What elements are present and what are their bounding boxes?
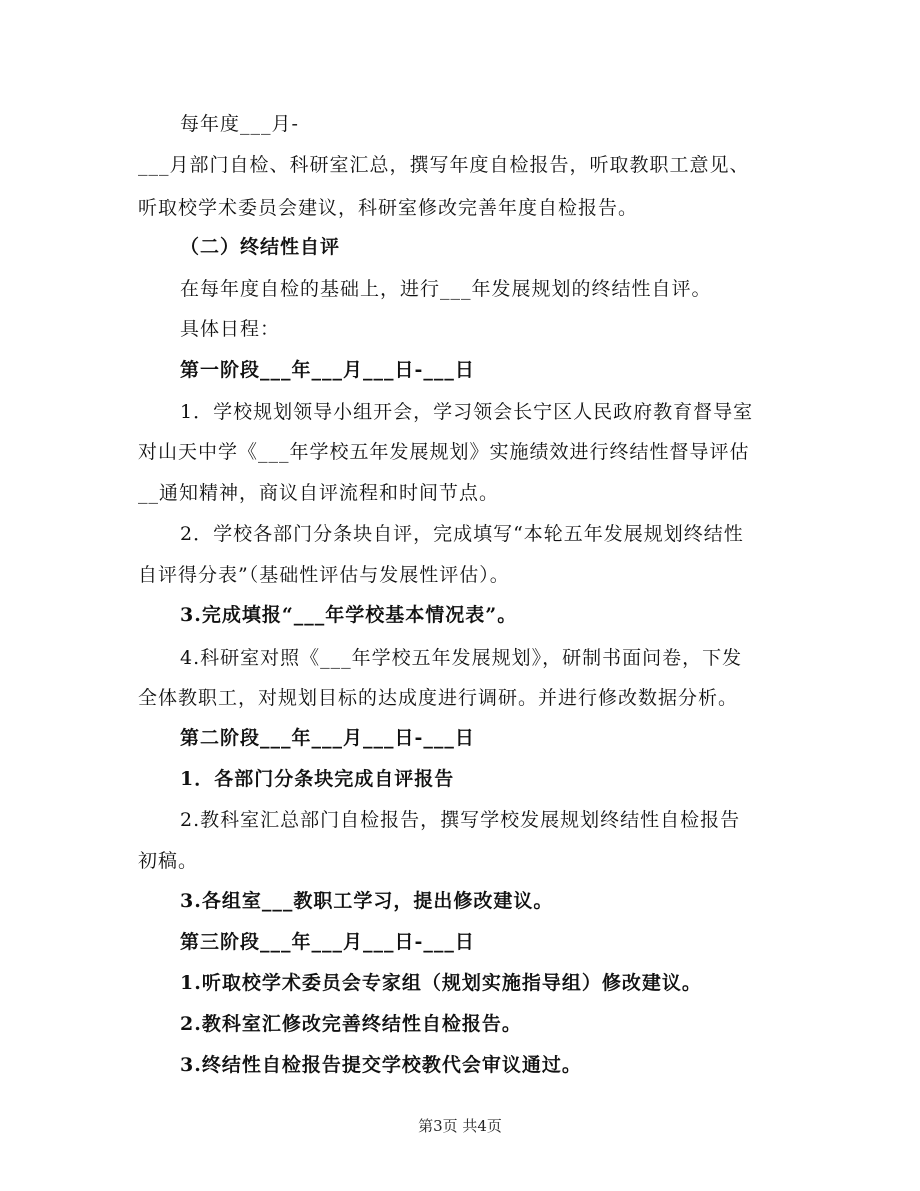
section-heading: （二）终结性自评 xyxy=(180,236,341,258)
text-line: 对山天中学《___年学校五年发展规划》实施绩效进行终结性督导评估 xyxy=(138,441,750,463)
text-line: __通知精神，商议自评流程和时间节点。 xyxy=(138,482,500,504)
text-line: 2.教科室汇修改完善终结性自检报告。 xyxy=(180,1013,522,1035)
text-line: 1．各部门分条块完成自评报告 xyxy=(180,768,455,790)
text-line: 2．学校各部门分条块自评，完成填写“本轮五年发展规划终结性 xyxy=(180,523,744,545)
text-line: 听取校学术委员会建议，科研室修改完善年度自检报告。 xyxy=(138,197,639,219)
text-line: 1．学校规划领导小组开会，学习领会长宁区人民政府教育督导室 xyxy=(180,401,754,423)
text-line: ___月部门自检、科研室汇总，撰写年度自检报告，听取教职工意见、 xyxy=(138,154,750,176)
stage-heading: 第一阶段___年___月___日-___日 xyxy=(180,359,475,381)
stage-heading: 第二阶段___年___月___日-___日 xyxy=(180,727,475,749)
page-footer: 第3页 共4页 xyxy=(418,1117,502,1135)
stage-heading: 第三阶段___年___月___日-___日 xyxy=(180,931,475,953)
text-line: 2.教科室汇总部门自检报告，撰写学校发展规划终结性自检报告 xyxy=(180,809,741,831)
text-line: 全体教职工，对规划目标的达成度进行调研。并进行修改数据分析。 xyxy=(138,687,739,709)
text-line: 具体日程： xyxy=(180,318,281,340)
text-line: 自评得分表”（基础性评估与发展性评估）。 xyxy=(138,564,510,586)
text-line: 1.听取校学术委员会专家组（规划实施指导组）修改建议。 xyxy=(180,972,702,994)
text-line: 3.各组室___教职工学习，提出修改建议。 xyxy=(180,890,554,912)
text-line: 初稿。 xyxy=(138,850,199,872)
text-line: 每年度___月- xyxy=(180,113,299,135)
text-line: 3.终结性自检报告提交学校教代会审议通过。 xyxy=(180,1054,582,1076)
text-line: 在每年度自检的基础上，进行___年发展规划的终结性自评。 xyxy=(180,278,712,300)
text-line: 3.完成填报“___年学校基本情况表”。 xyxy=(180,604,518,626)
text-line: 4.科研室对照《___年学校五年发展规划》，研制书面问卷，下发 xyxy=(180,647,743,669)
